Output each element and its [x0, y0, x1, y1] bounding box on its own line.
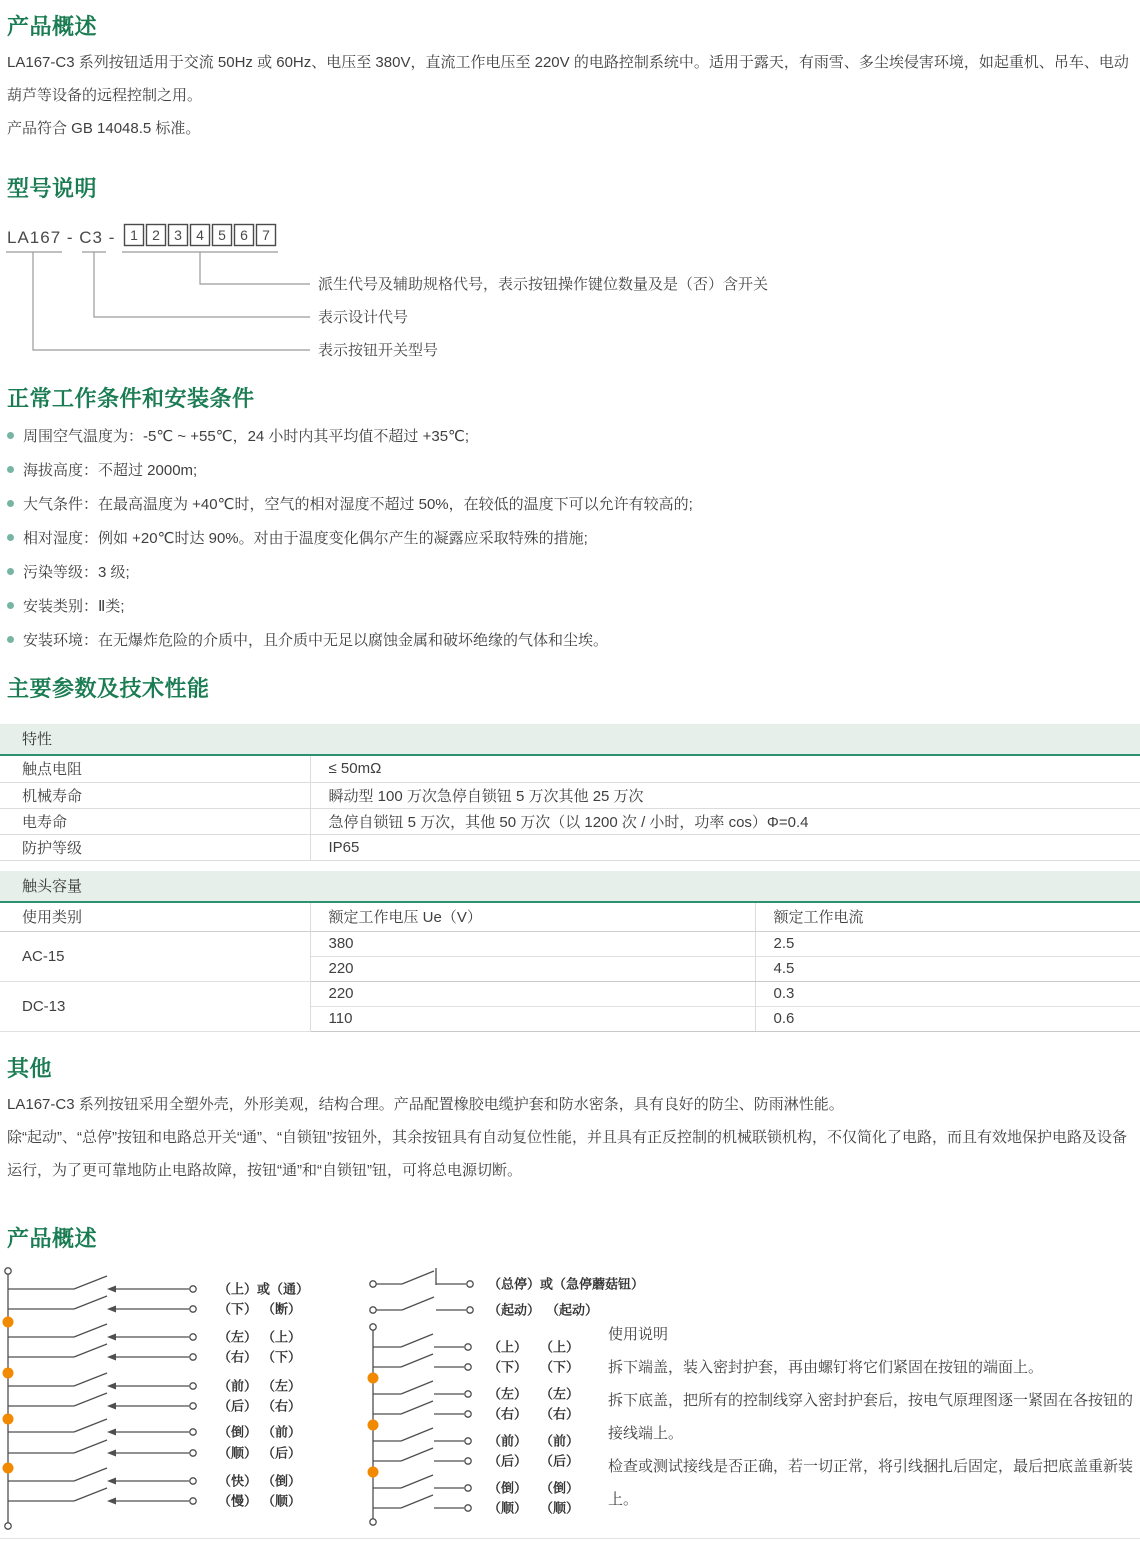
switch-label: （右） [262, 1398, 302, 1414]
model-callout: 派生代号及辅助规格代号，表示按钮操作键位数量及是（否）含开关 [318, 276, 769, 293]
wire [74, 1324, 107, 1337]
usage-instructions [608, 1318, 1140, 1516]
utilization-category: DC-13 [0, 981, 310, 1031]
switch-symbol [8, 1344, 189, 1361]
switch-label: （右） [218, 1349, 258, 1365]
terminal-icon [190, 1354, 196, 1360]
switch-symbol [373, 1448, 464, 1461]
model-prefix: LA167 - C3 - [7, 228, 116, 247]
wire [401, 1334, 433, 1347]
connection-dot-icon [368, 1420, 379, 1431]
characteristics-table-body [0, 756, 1140, 860]
param-value: 瞬动型 100 万次急停自锁钮 5 万次其他 25 万次 [310, 782, 1140, 808]
switch-symbol [8, 1419, 189, 1436]
switch-label: （前） [218, 1378, 258, 1394]
switch-symbol [8, 1488, 189, 1505]
other-paragraph-1: LA167-C3 系列按钮采用全塑外壳，外形美观，结构合理。产品配置橡胶电缆护套和防水密条，具有良好的防尘、防雨淋性能。 [7, 1096, 844, 1113]
wire [402, 1271, 434, 1284]
switch-label: （倒） [262, 1473, 302, 1489]
digit: 5 [218, 227, 226, 243]
wire [401, 1401, 433, 1414]
switch-label: （左） [262, 1378, 302, 1394]
wire [74, 1393, 107, 1406]
condition-text: 周围空气温度为：-5℃ ~ +55℃，24 小时内其平均值不超过 +35℃; [23, 427, 470, 445]
rated-voltage: 220 [310, 956, 755, 981]
usage-step: 检查或测试接线是否正确，若一切正常，将引线捆扎后固定，最后把底盖重新装上。 [608, 1458, 1134, 1508]
switch-label: （顺） [540, 1500, 580, 1516]
switch-label: （前） [262, 1424, 302, 1440]
bullet-dot-icon [7, 534, 14, 541]
condition-text: 相对湿度：例如 +20℃时达 90%。对由于温度变化偶尔产生的凝露应采取特殊的措施; [23, 529, 588, 547]
switch-label: （起动） [546, 1302, 599, 1318]
switch-label: （下） [540, 1359, 580, 1375]
bullet-dot-icon [7, 500, 14, 507]
terminal-icon [5, 1523, 11, 1529]
switch-symbol [373, 1475, 464, 1488]
switch-symbol [373, 1354, 464, 1367]
switch-label: （倒） [540, 1480, 580, 1496]
condition-item [7, 560, 693, 582]
bullet-dot-icon [7, 466, 14, 473]
wire [401, 1475, 433, 1488]
digit: 4 [196, 227, 204, 243]
utilization-category: AC-15 [0, 931, 310, 981]
conditions-list [7, 424, 693, 662]
rated-current: 0.6 [755, 1006, 1140, 1031]
condition-item [7, 458, 693, 480]
connection-dot-icon [368, 1467, 379, 1478]
bullet-dot-icon [7, 568, 14, 575]
digit: 7 [262, 227, 270, 243]
callout-line [200, 252, 310, 284]
switch-label: （右） [488, 1406, 528, 1422]
switch-label: （快） [218, 1473, 258, 1489]
section-title-other: 其他 [7, 1056, 53, 1081]
terminal-icon [190, 1403, 196, 1409]
table-row [0, 834, 1140, 860]
connection-dot-icon [3, 1414, 14, 1425]
wire [74, 1419, 107, 1432]
usage-title: 使用说明 [608, 1326, 669, 1343]
switch-symbol [373, 1381, 464, 1394]
section-title-model: 型号说明 [7, 176, 98, 201]
connection-dot-icon [3, 1368, 14, 1379]
connection-dot-icon [368, 1373, 379, 1384]
switch-symbol [8, 1468, 189, 1485]
wire [74, 1296, 107, 1309]
digit: 2 [152, 227, 160, 243]
param-value: 急停自锁钮 5 万次，其他 50 万次（以 1200 次 / 小时，功率 cos）Φ=0.4 [310, 808, 1140, 834]
switch-label: （后） [218, 1398, 258, 1414]
switch-label: （右） [540, 1406, 580, 1422]
switch-label: （上） [540, 1339, 580, 1355]
switch-label: （上） [488, 1339, 528, 1355]
condition-text: 污染等级：3 级; [23, 563, 130, 581]
bottom-divider [0, 1538, 1140, 1539]
wire [74, 1440, 107, 1453]
rated-current: 4.5 [755, 956, 1140, 981]
model-callout: 表示按钮开关型号 [318, 342, 439, 359]
section-title-conditions: 正常工作条件和安装条件 [7, 386, 255, 411]
condition-text: 安装环境：在无爆炸危险的介质中，且介质中无足以腐蚀金属和破坏绝缘的气体和尘埃。 [23, 631, 609, 649]
switch-label: （下） [488, 1359, 528, 1375]
param-value: IP65 [310, 834, 1140, 860]
switch-label: （顺） [262, 1493, 302, 1509]
wire [74, 1373, 107, 1386]
switch-symbol [8, 1440, 189, 1457]
terminal-icon [465, 1364, 471, 1370]
section-title-parameters: 主要参数及技术性能 [7, 676, 210, 701]
switch-label: （左） [488, 1386, 528, 1402]
terminal-icon [190, 1286, 196, 1292]
switch-label: （左） [540, 1386, 580, 1402]
switch-label: （顺） [488, 1500, 528, 1516]
param-name: 防护等级 [0, 834, 310, 860]
wire [401, 1354, 433, 1367]
bullet-dot-icon [7, 636, 14, 643]
overview-paragraph: LA167-C3 系列按钮适用于交流 50Hz 或 60Hz、电压至 380V，直流工作电压至 220V 的电路控制系统中。适用于露天，有雨雪、多尘埃侵害环境，如起重机、吊车、电动葫芦等设备的远程控制之用。 [7, 54, 1129, 104]
characteristics-table [0, 724, 1140, 861]
connection-dot-icon [3, 1463, 14, 1474]
digit: 1 [130, 227, 138, 243]
switch-label: （倒） [488, 1480, 528, 1496]
rated-voltage: 110 [310, 1006, 755, 1031]
digit: 3 [174, 227, 182, 243]
condition-item [7, 492, 693, 514]
table-band-label: 触头容量 [0, 871, 1140, 903]
usage-steps [608, 1351, 1140, 1516]
wire [401, 1428, 433, 1441]
wire [402, 1297, 434, 1310]
switch-label: （总停）或（急停蘑菇钮） [488, 1276, 645, 1292]
switch-label: （后） [540, 1453, 580, 1469]
connection-dot-icon [3, 1317, 14, 1328]
rated-voltage: 220 [310, 981, 755, 1006]
table-row [0, 931, 1140, 956]
terminal-icon [190, 1498, 196, 1504]
switch-label: （前） [540, 1433, 580, 1449]
param-name: 机械寿命 [0, 782, 310, 808]
rated-voltage: 380 [310, 931, 755, 956]
section-title-overview: 产品概述 [7, 14, 98, 39]
switch-label: （后） [262, 1445, 302, 1461]
bullet-dot-icon [7, 432, 14, 439]
terminal-icon [370, 1519, 376, 1525]
switch-label: （断） [262, 1301, 302, 1317]
terminal-icon [190, 1306, 196, 1312]
switch-symbol [373, 1495, 464, 1508]
bullet-dot-icon [7, 602, 14, 609]
callout-line [33, 252, 310, 350]
param-name: 触点电阻 [0, 756, 310, 782]
switch-symbol [8, 1324, 189, 1341]
terminal-icon [190, 1429, 196, 1435]
terminal-icon [467, 1307, 473, 1313]
condition-item [7, 628, 693, 650]
condition-item [7, 594, 693, 616]
switch-symbol [373, 1334, 464, 1347]
table-row [0, 808, 1140, 834]
other-paragraphs [7, 1088, 1135, 1187]
wire [401, 1448, 433, 1461]
model-number-diagram [0, 212, 1140, 372]
terminal-icon [370, 1324, 376, 1330]
switch-label: （前） [488, 1433, 528, 1449]
switch-label: （倒） [218, 1424, 258, 1440]
terminal-icon [465, 1438, 471, 1444]
switch-label: （慢） [218, 1493, 258, 1509]
digit: 6 [240, 227, 248, 243]
condition-item [7, 526, 693, 548]
switch-symbol [8, 1296, 189, 1313]
table-row [0, 756, 1140, 782]
terminal-icon [370, 1281, 376, 1287]
switch-symbol [377, 1268, 467, 1285]
terminal-icon [465, 1485, 471, 1491]
table-header-row [0, 903, 1140, 931]
param-value: ≤ 50mΩ [310, 756, 1140, 782]
rated-current: 0.3 [755, 981, 1140, 1006]
wire [74, 1488, 107, 1501]
wire [74, 1468, 107, 1481]
column-header: 额定工作电压 Ue（V） [310, 903, 755, 931]
terminal-icon [370, 1307, 376, 1313]
contact-capacity-table [0, 871, 1140, 1032]
switch-label: （顺） [218, 1445, 258, 1461]
terminal-icon [465, 1391, 471, 1397]
terminal-icon [465, 1505, 471, 1511]
usage-step: 拆下端盖，装入密封护套，再由螺钉将它们紧固在按钮的端面上。 [608, 1359, 1044, 1376]
overview-standard: 产品符合 GB 14048.5 标准。 [7, 120, 201, 137]
switch-symbol [8, 1276, 189, 1293]
other-paragraph-2: 除“起动”、“总停”按钮和电路总开关“通”、“自锁钮”按钮外，其余按钮具有自动复位性能，并且具有正反控制的机械联锁机构，不仅简化了电路，而且有效地保护电路及设备运行，为了更可靠地防止电路故障，按钮“通”和“自锁钮”钮，可将总电源切断。 [7, 1129, 1127, 1179]
terminal-icon [465, 1458, 471, 1464]
model-callout: 表示设计代号 [318, 309, 409, 326]
wire [74, 1344, 107, 1357]
terminal-icon [190, 1450, 196, 1456]
switch-symbol [8, 1393, 189, 1410]
terminal-icon [465, 1344, 471, 1350]
condition-text: 大气条件：在最高温度为 +40℃时，空气的相对湿度不超过 50%，在较低的温度下可以允许有较高的; [23, 495, 693, 513]
wire [401, 1381, 433, 1394]
switch-symbol [373, 1428, 464, 1441]
terminal-icon [190, 1383, 196, 1389]
table-row [0, 782, 1140, 808]
wire [74, 1276, 107, 1289]
table-row [0, 981, 1140, 1006]
switch-symbol [373, 1401, 464, 1414]
condition-item [7, 424, 693, 446]
contact-capacity-table-body [0, 931, 1140, 1031]
terminal-icon [190, 1478, 196, 1484]
terminal-icon [467, 1281, 473, 1287]
rated-current: 2.5 [755, 931, 1140, 956]
table-band-label: 特性 [0, 724, 1140, 756]
terminal-icon [465, 1411, 471, 1417]
switch-label: （下） [218, 1301, 258, 1317]
switch-label: （起动） [488, 1302, 541, 1318]
usage-step: 拆下底盖，把所有的控制线穿入密封护套后，按电气原理图逐一紧固在各按钮的接线端上。 [608, 1392, 1134, 1442]
switch-label: （后） [488, 1453, 528, 1469]
switch-label: （上） [262, 1329, 302, 1345]
switch-label: （下） [262, 1349, 302, 1365]
wire [401, 1495, 433, 1508]
terminal-icon [190, 1334, 196, 1340]
condition-text: 海拔高度：不超过 2000m; [23, 461, 198, 479]
switch-symbol [8, 1373, 189, 1390]
condition-text: 安装类别：Ⅱ类; [23, 597, 125, 615]
param-name: 电寿命 [0, 808, 310, 834]
column-header: 额定工作电流 [755, 903, 1140, 931]
column-header: 使用类别 [0, 903, 310, 931]
switch-label: （左） [218, 1329, 258, 1345]
terminal-icon [5, 1268, 11, 1274]
section-title-wiring-overview: 产品概述 [7, 1226, 98, 1251]
switch-label: （上）或（通） [218, 1281, 310, 1297]
switch-symbol [377, 1297, 467, 1310]
